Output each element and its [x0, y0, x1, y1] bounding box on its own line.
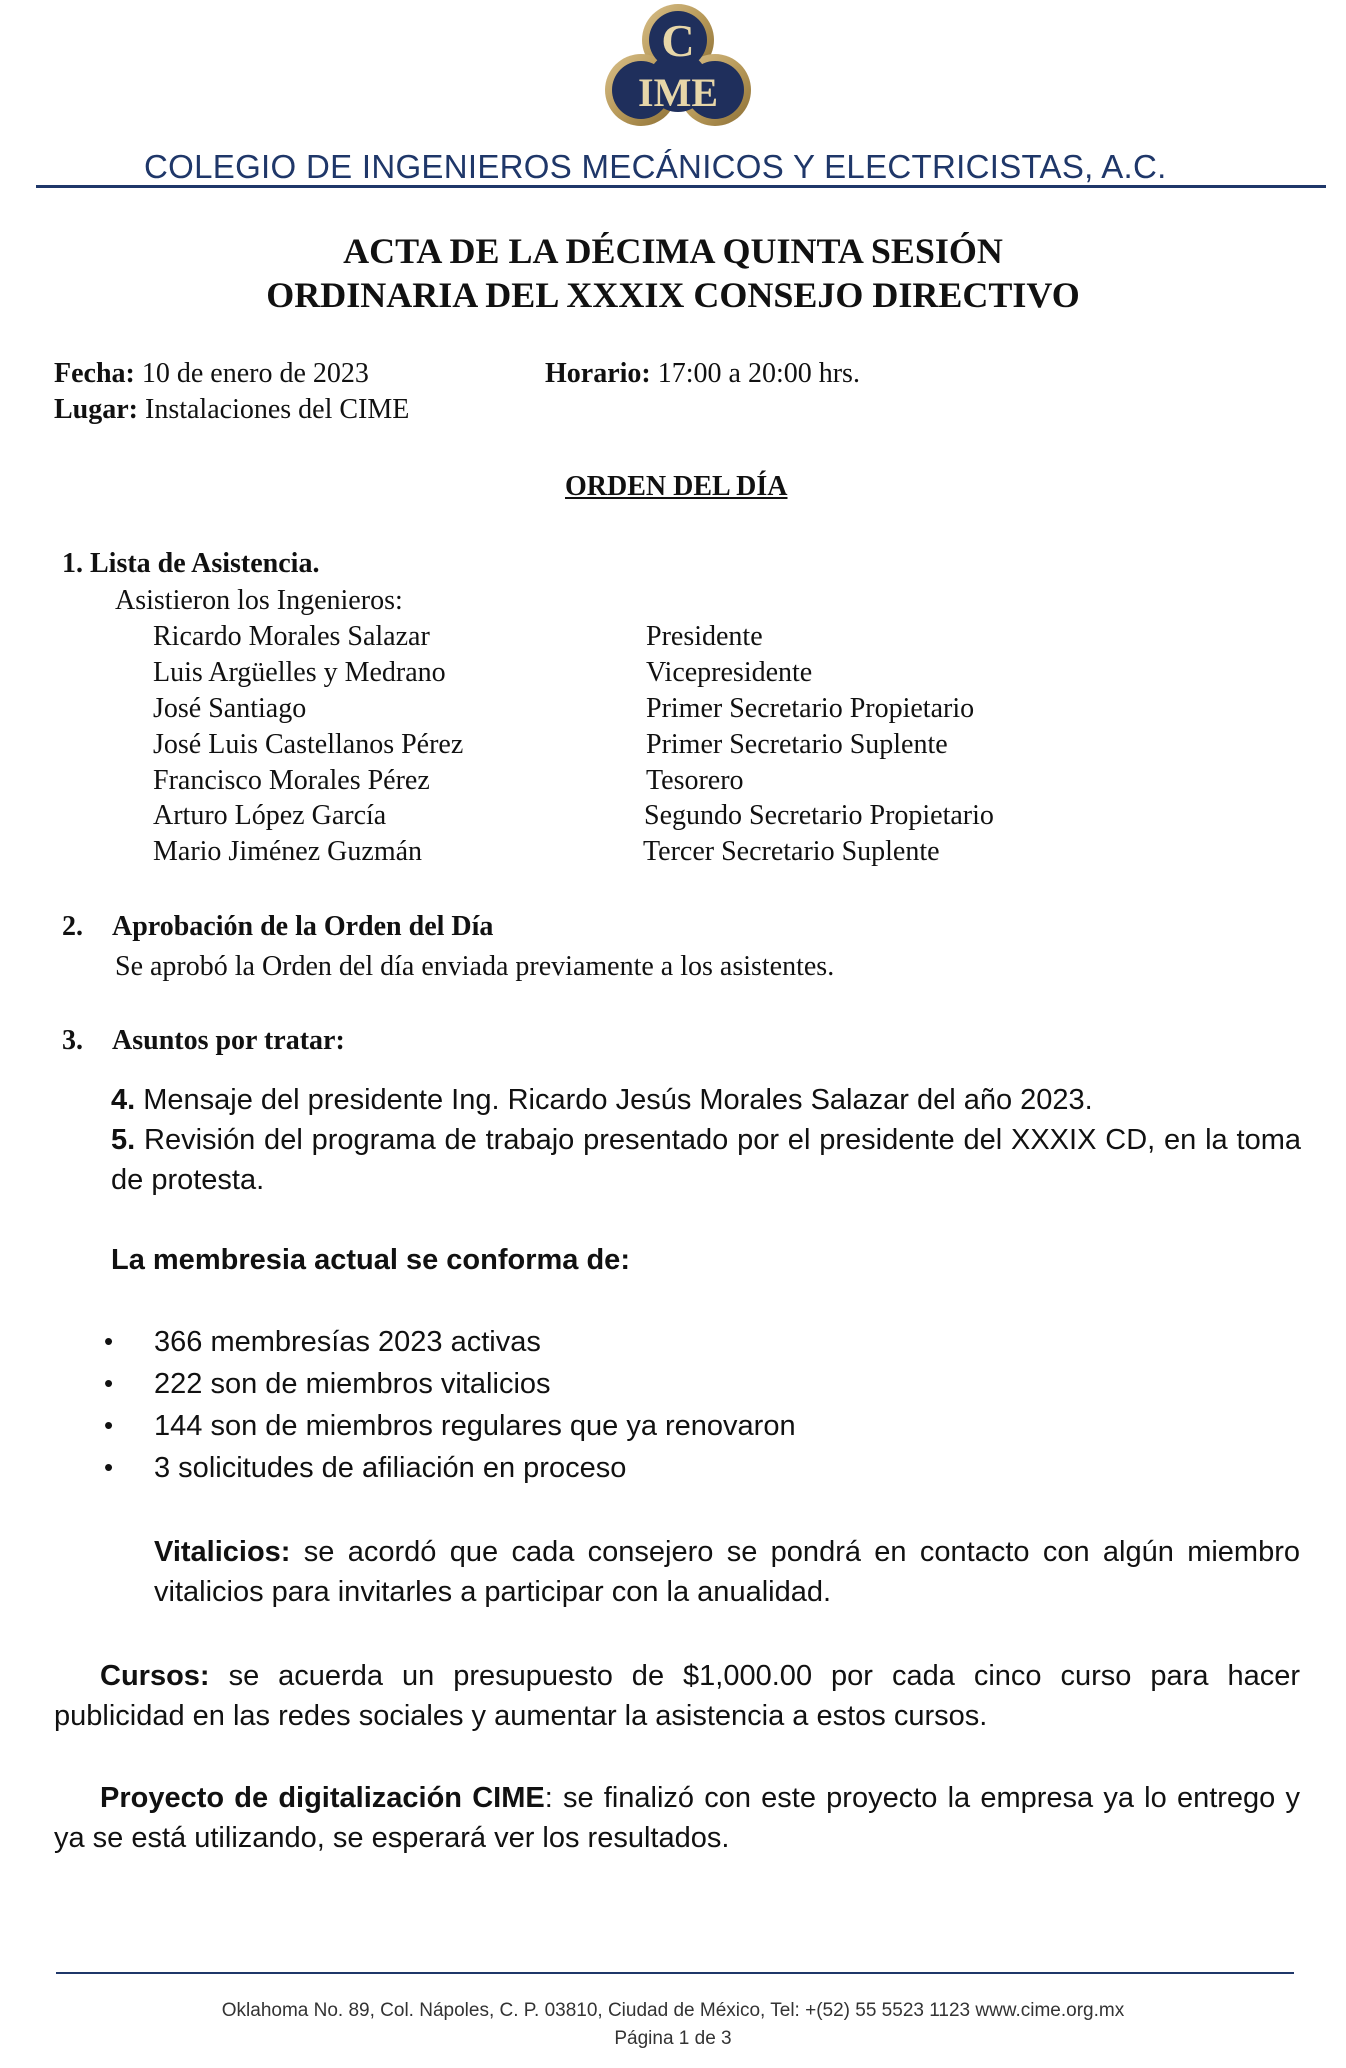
attendee-role: Primer Secretario Propietario — [646, 693, 975, 724]
proyecto-paragraph — [54, 1778, 1300, 1858]
fecha-row — [54, 358, 369, 390]
attendee-name: Francisco Morales Pérez — [153, 765, 430, 796]
vitalicios-text: se acordó que cada consejero se pondrá en contacto con algún miembro vitalicios para invitarles a participar con la anualidad. — [154, 1536, 1300, 1608]
svg-text:C: C — [661, 15, 695, 66]
section1-title: 1. Lista de Asistencia. — [62, 548, 320, 579]
footer-divider — [56, 1972, 1294, 1974]
attendee-name: José Luis Castellanos Pérez — [153, 729, 464, 760]
fecha-label: Fecha: — [54, 358, 135, 389]
agenda-item-5 — [111, 1120, 1301, 1200]
section3-title: Asuntos por tratar: — [112, 1025, 345, 1056]
document-title-line1: ACTA DE LA DÉCIMA QUINTA SESIÓN — [343, 231, 1003, 271]
attendee-name: Ricardo Morales Salazar — [153, 621, 430, 652]
attendee-role: Tesorero — [646, 765, 744, 796]
page-number: Página 1 de 3 — [614, 2028, 732, 2049]
proyecto-label: Proyecto de digitalización CIME — [100, 1782, 545, 1814]
attendee-role: Tercer Secretario Suplente — [643, 836, 940, 867]
cursos-text: se acuerda un presupuesto de $1,000.00 por cada cinco curso para hacer publicidad en las redes sociales y aumentar la asistencia a estos cursos. — [54, 1660, 1300, 1732]
horario-row — [545, 358, 860, 390]
cursos-label: Cursos: — [100, 1660, 210, 1692]
attendee-name: Arturo López García — [153, 800, 387, 831]
cursos-paragraph — [54, 1656, 1300, 1736]
membresia-item: 3 solicitudes de afiliación en proceso — [154, 1452, 627, 1484]
section2-title: Aprobación de la Orden del Día — [112, 911, 494, 942]
lugar-value: Instalaciones del CIME — [138, 394, 410, 425]
attendee-role: Presidente — [646, 621, 763, 652]
attendee-role: Vicepresidente — [646, 657, 813, 688]
membresia-item: 144 son de miembros regulares que ya renovaron — [154, 1410, 796, 1442]
fecha-value: 10 de enero de 2023 — [134, 358, 369, 389]
vitalicios-paragraph — [154, 1532, 1300, 1612]
organization-name: COLEGIO DE INGENIEROS MECÁNICOS Y ELECTRICISTAS, A.C. — [144, 148, 1167, 185]
attendee-name: Mario Jiménez Guzmán — [153, 836, 423, 867]
attendee-name: Luis Argüelles y Medrano — [153, 657, 446, 688]
proyecto-text: : se finalizó con este proyecto la empresa ya lo entrego y ya se está utilizando, se esperará ver los resultados. — [54, 1782, 1300, 1854]
membresia-item: 222 son de miembros vitalicios — [154, 1368, 551, 1400]
document-title-line2: ORDINARIA DEL XXXIX CONSEJO DIRECTIVO — [266, 275, 1080, 315]
membresia-item: 366 membresías 2023 activas — [154, 1326, 541, 1358]
attendee-name: José Santiago — [153, 693, 307, 724]
item4-number: 4. — [111, 1084, 136, 1116]
membresia-heading: La membresia actual se conforma de: — [111, 1244, 630, 1276]
lugar-label: Lugar: — [54, 394, 138, 425]
item5-text: Revisión del programa de trabajo presentado por el presidente del XXXIX CD, en la toma de protesta. — [111, 1124, 1301, 1196]
horario-value: 17:00 a 20:00 hrs. — [650, 358, 860, 389]
attendee-role: Primer Secretario Suplente — [646, 729, 948, 760]
header-divider — [36, 185, 1326, 188]
item5-number: 5. — [111, 1124, 136, 1156]
orden-del-dia-heading: ORDEN DEL DÍA — [565, 471, 788, 502]
section3-number: 3. — [62, 1025, 83, 1056]
horario-label: Horario: — [545, 358, 651, 389]
bullet-icon: • — [104, 1410, 114, 1440]
vitalicios-label: Vitalicios: — [154, 1536, 291, 1568]
attendee-role: Segundo Secretario Propietario — [644, 800, 994, 831]
bullet-icon: • — [104, 1368, 114, 1398]
cime-logo — [603, 2, 753, 140]
attendees-intro: Asistieron los Ingenieros: — [115, 585, 403, 616]
bullet-icon: • — [104, 1452, 114, 1482]
footer-address: Oklahoma No. 89, Col. Nápoles, C. P. 03810, Ciudad de México, Tel: +(52) 55 5523 1123 www.cime.org.mx — [221, 2000, 1125, 2021]
bullet-icon: • — [104, 1326, 114, 1356]
item4-text: Mensaje del presidente Ing. Ricardo Jesús Morales Salazar del año 2023. — [135, 1084, 1093, 1116]
section2-number: 2. — [62, 911, 83, 942]
svg-text:IME: IME — [638, 70, 718, 115]
agenda-item-4 — [111, 1080, 1093, 1120]
lugar-row — [54, 394, 409, 426]
section2-text: Se aprobó la Orden del día enviada previamente a los asistentes. — [115, 951, 835, 982]
